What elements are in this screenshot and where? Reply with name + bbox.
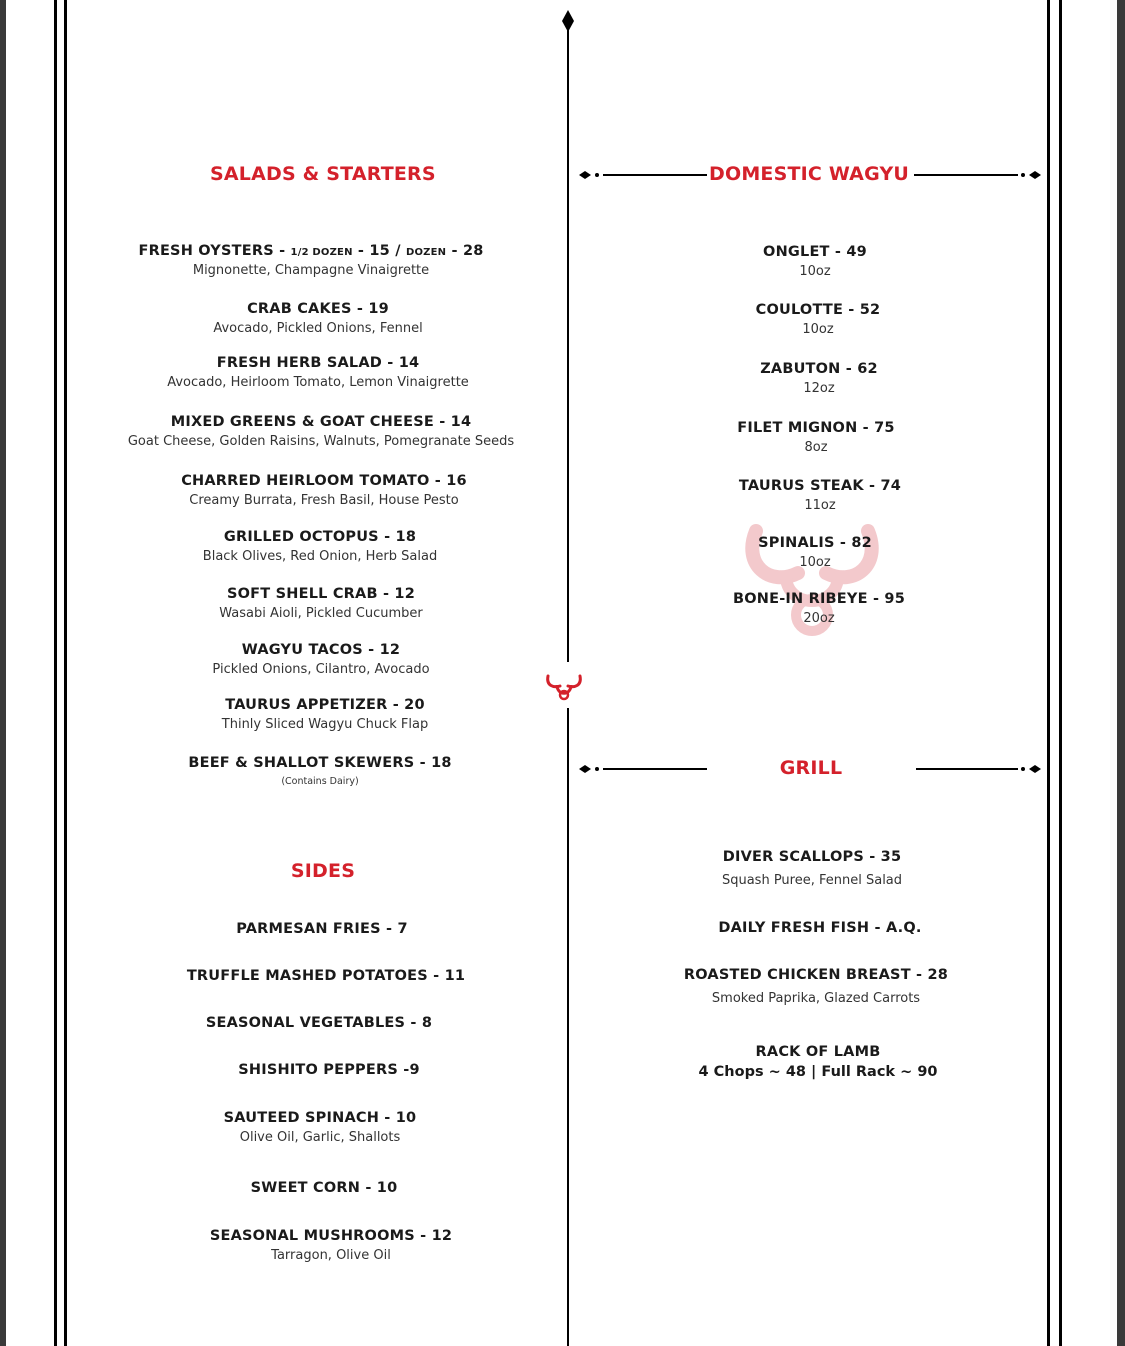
item-name: DIVER SCALLOPS - 35 — [722, 849, 902, 865]
item-name: FILET MIGNON - 75 — [737, 420, 895, 436]
item-description: 8oz — [804, 440, 828, 455]
menu-item — [739, 478, 901, 513]
item-description: 11oz — [804, 498, 836, 513]
right-edge-bar — [1117, 0, 1125, 1346]
menu-item — [188, 755, 451, 787]
menu-item — [238, 1062, 419, 1078]
item-name: ONGLET - 49 — [763, 244, 867, 260]
item-description: Creamy Burrata, Fresh Basil, House Pesto — [189, 493, 459, 508]
item-name: SAUTEED SPINACH - 10 — [223, 1110, 417, 1126]
item-name: COULOTTE - 52 — [755, 302, 881, 318]
menu-item — [187, 968, 465, 984]
menu-item — [224, 1110, 417, 1145]
item-name: TAURUS STEAK - 74 — [738, 478, 902, 494]
grill-heading: GRILL — [779, 757, 843, 779]
center-divider-top — [567, 22, 569, 662]
item-name: ZABUTON - 62 — [760, 361, 878, 377]
menu-item — [718, 920, 921, 936]
item-name: BEEF & SHALLOT SKEWERS - 18 — [188, 755, 452, 771]
diamond-top-icon — [554, 8, 582, 40]
domestic-wagyu-heading: DOMESTIC WAGYU — [709, 163, 910, 185]
menu-item — [756, 302, 881, 337]
right-border-outer — [1059, 0, 1062, 1346]
item-name: BONE-IN RIBEYE - 95 — [732, 591, 906, 607]
item-name: TRUFFLE MASHED POTATOES - 11 — [186, 968, 466, 984]
menu-item — [733, 591, 905, 626]
diamond-arrow-icon — [1013, 762, 1043, 776]
item-description: 10oz — [799, 264, 831, 279]
menu-item — [128, 414, 514, 449]
menu-item — [206, 1015, 432, 1031]
menu-page — [6, 0, 1117, 1346]
menu-item — [222, 697, 428, 732]
item-name: CHARRED HEIRLOOM TOMATO - 16 — [181, 473, 467, 489]
wagyu-rule-right — [914, 174, 1018, 176]
item-description: Black Olives, Red Onion, Herb Salad — [202, 549, 438, 564]
grill-rule-right — [916, 768, 1018, 770]
menu-item — [760, 361, 878, 396]
item-name: WAGYU TACOS - 12 — [241, 642, 401, 658]
menu-item — [181, 473, 467, 508]
item-name: ROASTED CHICKEN BREAST - 28 — [683, 967, 949, 983]
menu-item — [212, 642, 429, 677]
item-name: SWEET CORN - 10 — [250, 1180, 398, 1196]
grill-rule-left — [603, 768, 707, 770]
menu-item — [737, 420, 894, 455]
item-name: CRAB CAKES - 19 — [247, 301, 389, 317]
sides-heading: SIDES — [290, 860, 356, 882]
item-description: Goat Cheese, Golden Raisins, Walnuts, Pomegranate Seeds — [127, 434, 515, 449]
item-description: Wasabi Aioli, Pickled Cucumber — [219, 606, 423, 621]
item-description: 4 Chops ~ 48 | Full Rack ~ 90 — [698, 1064, 938, 1080]
menu-item — [213, 301, 422, 336]
center-divider-bottom — [567, 708, 569, 1346]
item-name: PARMESAN FRIES - 7 — [236, 921, 408, 937]
item-description: 10oz — [802, 322, 834, 337]
menu-item — [758, 535, 872, 570]
menu-item — [219, 586, 422, 621]
menu-item — [251, 1180, 398, 1196]
item-description: Squash Puree, Fennel Salad — [721, 873, 903, 888]
item-name: TAURUS APPETIZER - 20 — [225, 697, 425, 713]
item-name: FRESH OYSTERS - 1/2 DOZEN - 15 / DOZEN - 28 — [138, 243, 484, 259]
menu-item — [167, 355, 469, 390]
item-description: Avocado, Pickled Onions, Fennel — [213, 321, 423, 336]
bull-horns-icon — [544, 668, 584, 706]
item-name: DAILY FRESH FISH - A.Q. — [718, 920, 922, 936]
item-name: RACK OF LAMB — [755, 1044, 881, 1060]
item-description: Thinly Sliced Wagyu Chuck Flap — [221, 717, 429, 732]
item-name: SPINALIS - 82 — [758, 535, 872, 551]
menu-item — [699, 1044, 938, 1080]
menu-item — [236, 921, 407, 937]
menu-item-fresh-oysters — [138, 243, 483, 278]
item-name: SEASONAL MUSHROOMS - 12 — [209, 1228, 453, 1244]
item-name: FRESH HERB SALAD - 14 — [216, 355, 420, 371]
menu-item — [722, 849, 902, 888]
item-name: GRILLED OCTOPUS - 18 — [223, 529, 417, 545]
item-name: SHISHITO PEPPERS -9 — [238, 1062, 420, 1078]
item-description: 10oz — [799, 555, 831, 570]
menu-item — [210, 1228, 452, 1263]
left-border-outer — [54, 0, 57, 1346]
item-description: Olive Oil, Garlic, Shallots — [239, 1130, 401, 1145]
right-border-inner — [1047, 0, 1050, 1346]
item-description: 12oz — [803, 381, 835, 396]
menu-item — [203, 529, 437, 564]
item-description: Pickled Onions, Cilantro, Avocado — [212, 662, 430, 677]
menu-item — [684, 967, 948, 1006]
item-description: Mignonette, Champagne Vinaigrette — [192, 263, 430, 278]
menu-item — [763, 244, 867, 279]
item-name: SOFT SHELL CRAB - 12 — [227, 586, 415, 602]
diamond-arrow-icon — [1013, 168, 1043, 182]
item-description: (Contains Dairy) — [281, 776, 359, 787]
item-name: SEASONAL VEGETABLES - 8 — [205, 1015, 433, 1031]
left-border-inner — [64, 0, 67, 1346]
item-description: Tarragon, Olive Oil — [271, 1248, 391, 1263]
item-name: MIXED GREENS & GOAT CHEESE - 14 — [170, 414, 472, 430]
wagyu-rule-left — [603, 174, 707, 176]
salads-starters-heading: SALADS & STARTERS — [210, 163, 436, 185]
item-description: Smoked Paprika, Glazed Carrots — [711, 991, 921, 1006]
item-description: 20oz — [803, 611, 835, 626]
item-description: Avocado, Heirloom Tomato, Lemon Vinaigrette — [167, 375, 469, 390]
